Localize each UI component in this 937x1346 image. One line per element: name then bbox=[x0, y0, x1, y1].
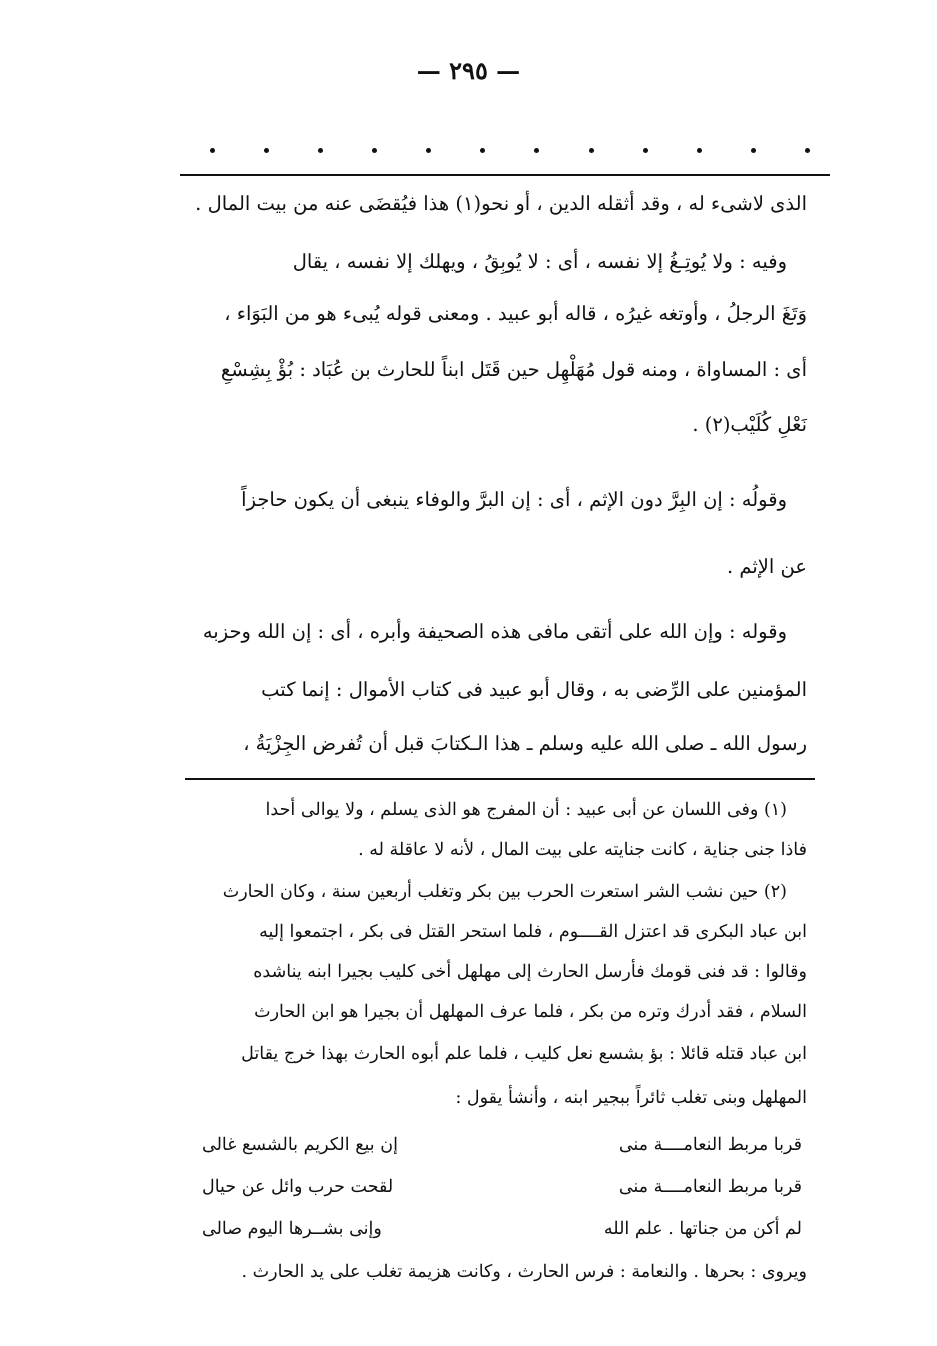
footnote-line: ويروى : بحرها . والنعامة : فرس الحارث ، وكانت هزيمة تغلب على يد الحارث . bbox=[241, 1262, 807, 1282]
poem-verse bbox=[202, 1172, 802, 1202]
body-line: أى : المساواة ، ومنه قول مُهَلْهِل حين قَتَل ابناً للحارث بن عُبَاد : بُؤْ بِشِسْعِ bbox=[220, 358, 807, 381]
verse-first-hemistich: لم أكن من جناتها . علم الله bbox=[603, 1219, 802, 1239]
footnote-line: السلام ، فقد أدرك وتره من بكر ، فلما عرف المهلهل أن بجيرا هو ابن الحارث bbox=[254, 1002, 807, 1022]
body-line: وقوله : وإن الله على أتقى مافى هذه الصحيفة وأبره ، أى : إن الله وحزبه bbox=[202, 620, 787, 643]
dot bbox=[264, 148, 269, 153]
poem-verse bbox=[202, 1214, 802, 1244]
dot bbox=[534, 148, 539, 153]
verse-second-hemistich: لقحت حرب وائل عن حيال bbox=[202, 1177, 394, 1197]
footnote-line: وقالوا : قد فنى قومك فأرسل الحارث إلى مهلهل أخى كليب بجيرا ابنه يناشده bbox=[253, 962, 807, 982]
page-number: — ٢٩٥ — bbox=[416, 56, 521, 85]
verse-first-hemistich: قربا مربط النعامــــة منى bbox=[618, 1135, 802, 1155]
verse-second-hemistich: إن بيع الكريم بالشسع غالى bbox=[202, 1135, 398, 1155]
body-line: رسول الله ـ صلى الله عليه وسلم ـ هذا الـكتابَ قبل أن تُفرض الجِزْيَةُ ، bbox=[243, 732, 807, 755]
dot bbox=[318, 148, 323, 153]
dot bbox=[805, 148, 810, 153]
poem-verse bbox=[202, 1130, 802, 1160]
header-rule bbox=[180, 174, 830, 176]
verse-second-hemistich: وإنى بشــرها اليوم صالى bbox=[202, 1219, 382, 1239]
ornamental-dot-row bbox=[210, 140, 810, 160]
dot bbox=[210, 148, 215, 153]
dot bbox=[697, 148, 702, 153]
dot bbox=[589, 148, 594, 153]
footnote-rule bbox=[185, 778, 815, 780]
footnote-line: ابن عباد البكرى قد اعتزل القــــوم ، فلما استحر القتل فى بكر ، اجتمعوا إليه bbox=[259, 922, 807, 942]
body-line: الذى لاشىء له ، وقد أثقله الدين ، أو نحو(١) هذا فيُقضَى عنه من بيت المال . bbox=[195, 192, 807, 215]
dot bbox=[426, 148, 431, 153]
dot bbox=[751, 148, 756, 153]
body-line: نَعْلِ كُلَيْب(٢) . bbox=[692, 413, 807, 436]
footnote-line: فاذا جنى جناية ، كانت جنايته على بيت المال ، لأنه لا عاقلة له . bbox=[358, 840, 807, 860]
footnote-line: (٢) حين نشب الشر استعرت الحرب بين بكر وتغلب أربعين سنة ، وكان الحارث bbox=[222, 882, 787, 902]
body-line: وَتَغَ الرجلُ ، وأوتغه غيرُه ، قاله أبو عبيد . ومعنى قوله يُبىء هو من البَوَاء ، bbox=[224, 302, 807, 325]
footnote-line: المهلهل وبنى تغلب ثائراً ببجير ابنه ، وأنشأ يقول : bbox=[455, 1088, 807, 1108]
footnote-line: ابن عباد قتله قائلا : بؤ بشسع نعل كليب ، فلما علم أبوه الحارث بهذا خرج يقاتل bbox=[241, 1044, 807, 1064]
footnote-line: (١) وفى اللسان عن أبى عبيد : أن المفرج هو الذى يسلم ، ولا يوالى أحدا bbox=[265, 800, 787, 820]
dot bbox=[643, 148, 648, 153]
body-line: عن الإثم . bbox=[726, 555, 807, 578]
verse-first-hemistich: قربا مربط النعامــــة منى bbox=[618, 1177, 802, 1197]
body-line: وقولُه : إن البِرَّ دون الإثم ، أى : إن البرَّ والوفاء ينبغى أن يكون حاجزاً bbox=[241, 488, 787, 511]
dot bbox=[480, 148, 485, 153]
body-line: وفيه : ولا يُوتِـغُ إلا نفسه ، أى : لا يُوبِقُ ، ويهلك إلا نفسه ، يقال bbox=[292, 250, 787, 273]
dot bbox=[372, 148, 377, 153]
body-line: المؤمنين على الرِّضى به ، وقال أبو عبيد فى كتاب الأموال : إنما كتب bbox=[261, 678, 807, 701]
